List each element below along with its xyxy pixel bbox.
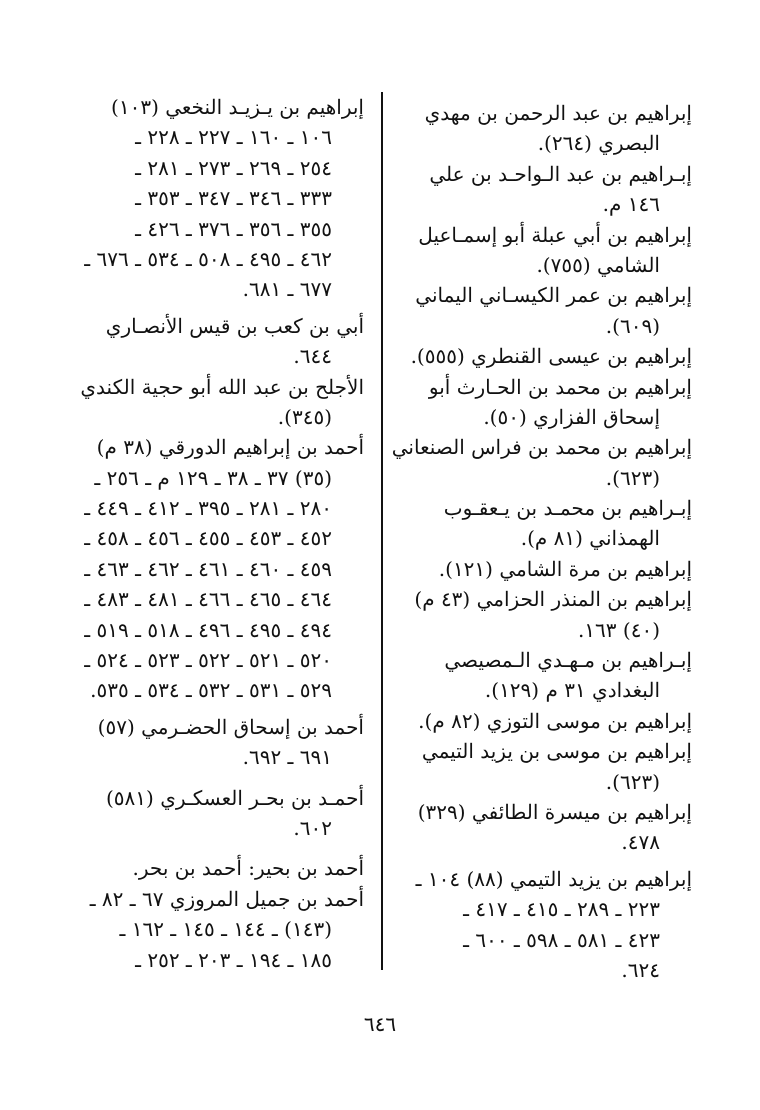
index-entry-continuation: ٦٧٧ ـ ٦٨١. [242,277,332,302]
index-entry-continuation: إسحاق الفزاري (٥٠). [483,404,660,429]
index-entry-continuation: ٣٣٣ ـ ٣٤٦ ـ ٣٤٧ ـ ٣٥٣ ـ [135,186,332,211]
index-entry-continuation: ٤٦٢ ـ ٤٩٥ ـ ٥٠٨ ـ ٥٣٤ ـ ٦٧٦ ـ [84,246,332,271]
index-entry-continuation: ١٠٦ ـ ١٦٠ ـ ٢٢٧ ـ ٢٢٨ ـ [135,125,332,150]
index-entry: أحمـد بن بحـر العسكـري (٥٨١) [105,785,364,810]
index-entry: إبراهيم بن موسى التوزي (٨٢ م). [418,708,692,733]
index-entry-continuation: الشامي (٧٥٥). [536,252,660,277]
index-entry: أحمد بن إبراهيم الدورقي (٣٨ م) [96,435,364,460]
index-entry: إبـراهيم بن عبد الـواحـد بن علي [429,161,692,186]
index-entry-continuation: (٣٥) ٣٧ ـ ٣٨ ـ ١٢٩ م ـ ٢٥٦ ـ [94,465,332,490]
index-entry: إبراهيم بن موسى بن يزيد التيمي [421,739,692,764]
index-entry: إبراهيم بن عبد الرحمن بن مهدي [424,101,692,125]
index-entry-continuation: ٢٨٠ ـ ٢٨١ ـ ٣٩٥ ـ ٤١٢ ـ ٤٤٩ ـ [84,496,332,521]
index-entry-continuation: ٥٢٠ ـ ٥٢١ ـ ٥٢٢ ـ ٥٢٣ ـ ٥٢٤ ـ [84,648,332,673]
index-entry-continuation: (١٤٣) ـ ١٤٤ ـ ١٤٥ ـ ١٦٢ ـ [119,917,332,942]
index-entry: إبراهيم بن يزيد التيمي (٨٨) ١٠٤ ـ [415,866,692,891]
column-divider [381,92,383,970]
index-entry-continuation: ٤٥٩ ـ ٤٦٠ ـ ٤٦١ ـ ٤٦٢ ـ ٤٦٣ ـ [84,556,332,581]
index-entry: إبراهيم بن عيسى القنطري (٥٥٥). [410,344,692,369]
index-entry: أحمد بن إسحاق الحضـرمي (٥٧) [97,714,364,739]
index-entry: إبراهيم بن محمد بن فراس الصنعاني [391,435,692,460]
index-entry-continuation: ٥٢٩ ـ ٥٣١ ـ ٥٣٢ ـ ٥٣٤ ـ ٥٣٥. [90,678,332,703]
index-entry: إبراهيم بن عمر الكيسـاني اليماني [415,283,692,308]
index-entry-continuation: ٤٥٢ ـ ٤٥٣ ـ ٤٥٥ ـ ٤٥٦ ـ ٤٥٨ ـ [84,526,332,551]
index-entry-continuation: الهمذاني (٨١ م). [520,526,660,551]
index-entry-continuation: ٢٢٣ ـ ٢٨٩ ـ ٤١٥ ـ ٤١٧ ـ [463,897,660,922]
index-entry: أحمد بن بحير: أحمد بن بحر. [132,856,364,881]
index-entry-continuation: ٢٥٤ ـ ٢٦٩ ـ ٢٧٣ ـ ٢٨١ ـ [135,155,332,180]
index-entry: إبراهيم بن المنذر الحزامي (٤٣ م) [414,587,692,612]
index-column-right [391,98,692,985]
index-column-left [80,92,364,975]
index-entry-continuation: (٤٠) ١٦٣. [577,617,660,642]
index-entry-continuation: ٤٢٣ ـ ٥٨١ ـ ٥٩٨ ـ ٦٠٠ ـ [463,927,660,952]
index-entry: إبـراهيم بن مـهـدي الـمصيصي [444,648,692,673]
page-number: ٦٤٦ [363,1012,397,1036]
index-entry: إبراهيم بن ميسرة الطائفي (٣٢٩) [417,799,692,824]
index-entry-continuation: (٦٢٣). [605,769,660,794]
index-entry: أحمد بن جميل المروزي ٦٧ ـ ٨٢ ـ [89,886,364,911]
index-entry: أبي بن كعب بن قيس الأنصـاري [105,313,364,338]
index-entry-continuation: (٦٢٣). [605,465,660,490]
index-entry: الأجلح بن عبد الله أبو حجية الكندي [80,374,364,399]
index-entry: إبـراهيم بن محمـد بن يـعقـوب [443,496,692,521]
index-entry-continuation: البصري (٢٦٤). [537,131,660,156]
index-entry-continuation: (٦٠٩). [605,313,660,338]
index-entry-continuation: ٣٥٥ ـ ٣٥٦ ـ ٣٧٦ ـ ٤٢٦ ـ [135,216,332,241]
index-entry-continuation: ٦٠٢. [293,815,332,840]
index-entry-continuation: ٦٩١ ـ ٦٩٢. [242,745,332,770]
index-entry-continuation: ١٤٦ م. [602,192,660,217]
index-entry: إبراهيم بن يـزيـد النخعي (١٠٣) [111,95,364,119]
index-entry-continuation: ٤٩٤ ـ ٤٩٥ ـ ٤٩٦ ـ ٥١٨ ـ ٥١٩ ـ [84,617,332,642]
index-entry: إبراهيم بن محمد بن الحـارث أبو [428,374,692,399]
index-entry: إبراهيم بن مرة الشامي (١٢١). [438,556,692,581]
index-entry-continuation: ٦٢٤. [621,957,660,982]
index-entry-continuation: (٣٤٥). [277,404,332,429]
index-entry-continuation: ٤٧٨. [621,830,660,855]
index-entry: إبراهيم بن أبي عبلة أبو إسمـاعيل [418,222,692,247]
index-entry-continuation: ٤٦٤ ـ ٤٦٥ ـ ٤٦٦ ـ ٤٨١ ـ ٤٨٣ ـ [84,587,332,612]
index-entry-continuation: ١٨٥ ـ ١٩٤ ـ ٢٠٣ ـ ٢٥٢ ـ [135,947,332,972]
index-entry-continuation: البغدادي ٣١ م (١٢٩). [484,678,660,703]
index-entry-continuation: ٦٤٤. [293,344,332,369]
